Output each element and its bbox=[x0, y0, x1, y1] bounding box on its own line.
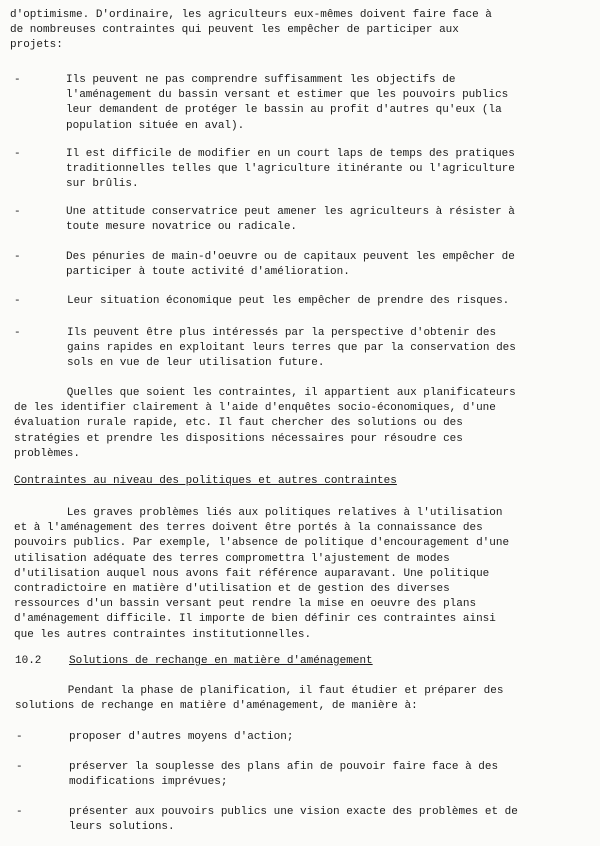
bullet-dash: - bbox=[16, 731, 23, 743]
list-item: Ils peuvent être plus intéressés par la perspective d'obtenir des gains rapides en exploitant leurs terres que par la conservation des sols en vue de leur utilisation future. bbox=[67, 327, 516, 370]
section-heading: Solutions de rechange en matière d'aménagement bbox=[69, 655, 373, 667]
list-item: Ils peuvent ne pas comprendre suffisamment les objectifs de l'aménagement du bassin versant et estimer que les pouvoirs publics leur demandent de protéger le bassin au profit d'autres qu'eux (la population située en aval). bbox=[66, 74, 509, 132]
list-item: Il est difficile de modifier en un court laps de temps des pratiques traditionnelles telles que l'agriculture itinérante ou l'agriculture sur brûlis. bbox=[66, 148, 515, 191]
intro-paragraph: d'optimisme. D'ordinaire, les agriculteurs eux-mêmes doivent faire face à de nombreuses contraintes qui peuvent les empêcher de participer aux projets: bbox=[10, 9, 492, 52]
bullet-dash: - bbox=[14, 74, 21, 86]
paragraph: Les graves problèmes liés aux politiques relatives à l'utilisation et à l'aménagement des terres doivent être portés à la connaissance des pouvoirs publics. Par exemple, l'absence de politique d'encouragement d'une utilisation adéquate des terres compromettra l'ajustement de modes d'utilisation auquel nous avons fait référence auparavant. Une politique contradictoire en matière d'utilisation et de gestion des diverses ressources d'un bassin versant peut rendre la mise en oeuvre des plans d'aménagement difficile. Il importe de bien définir ces contraintes ainsi que les autres contraintes institutionnelles. bbox=[14, 507, 510, 641]
list-item: Une attitude conservatrice peut amener les agriculteurs à résister à toute mesure novatrice ou radicale. bbox=[66, 206, 515, 234]
bullet-dash: - bbox=[14, 148, 21, 160]
list-item: proposer d'autres moyens d'action; bbox=[69, 731, 294, 743]
bullet-dash: - bbox=[14, 251, 21, 263]
paragraph: Pendant la phase de planification, il faut étudier et préparer des solutions de rechange en matière d'aménagement, de manière à: bbox=[15, 685, 504, 713]
section-number: 10.2 bbox=[15, 655, 42, 667]
bullet-dash: - bbox=[14, 206, 21, 218]
section-heading: Contraintes au niveau des politiques et autres contraintes bbox=[14, 475, 397, 487]
list-item: préserver la souplesse des plans afin de pouvoir faire face à des modifications imprévues; bbox=[69, 761, 499, 789]
bullet-dash: - bbox=[14, 327, 21, 339]
list-item: Leur situation économique peut les empêcher de prendre des risques. bbox=[67, 295, 510, 307]
bullet-dash: - bbox=[16, 806, 23, 818]
bullet-dash: - bbox=[16, 761, 23, 773]
list-item: présenter aux pouvoirs publics une vision exacte des problèmes et de leurs solutions. bbox=[69, 806, 518, 834]
list-item: Des pénuries de main-d'oeuvre ou de capitaux peuvent les empêcher de participer à toute activité d'amélioration. bbox=[66, 251, 515, 279]
paragraph: Quelles que soient les contraintes, il appartient aux planificateurs de les identifier clairement à l'aide d'enquêtes socio-économiques, d'une évaluation rurale rapide, etc. Il faut chercher des solutions ou des stratégies et prendre les dispositions nécessaires pour résoudre ces problèmes. bbox=[14, 387, 516, 460]
bullet-dash: - bbox=[14, 295, 21, 307]
